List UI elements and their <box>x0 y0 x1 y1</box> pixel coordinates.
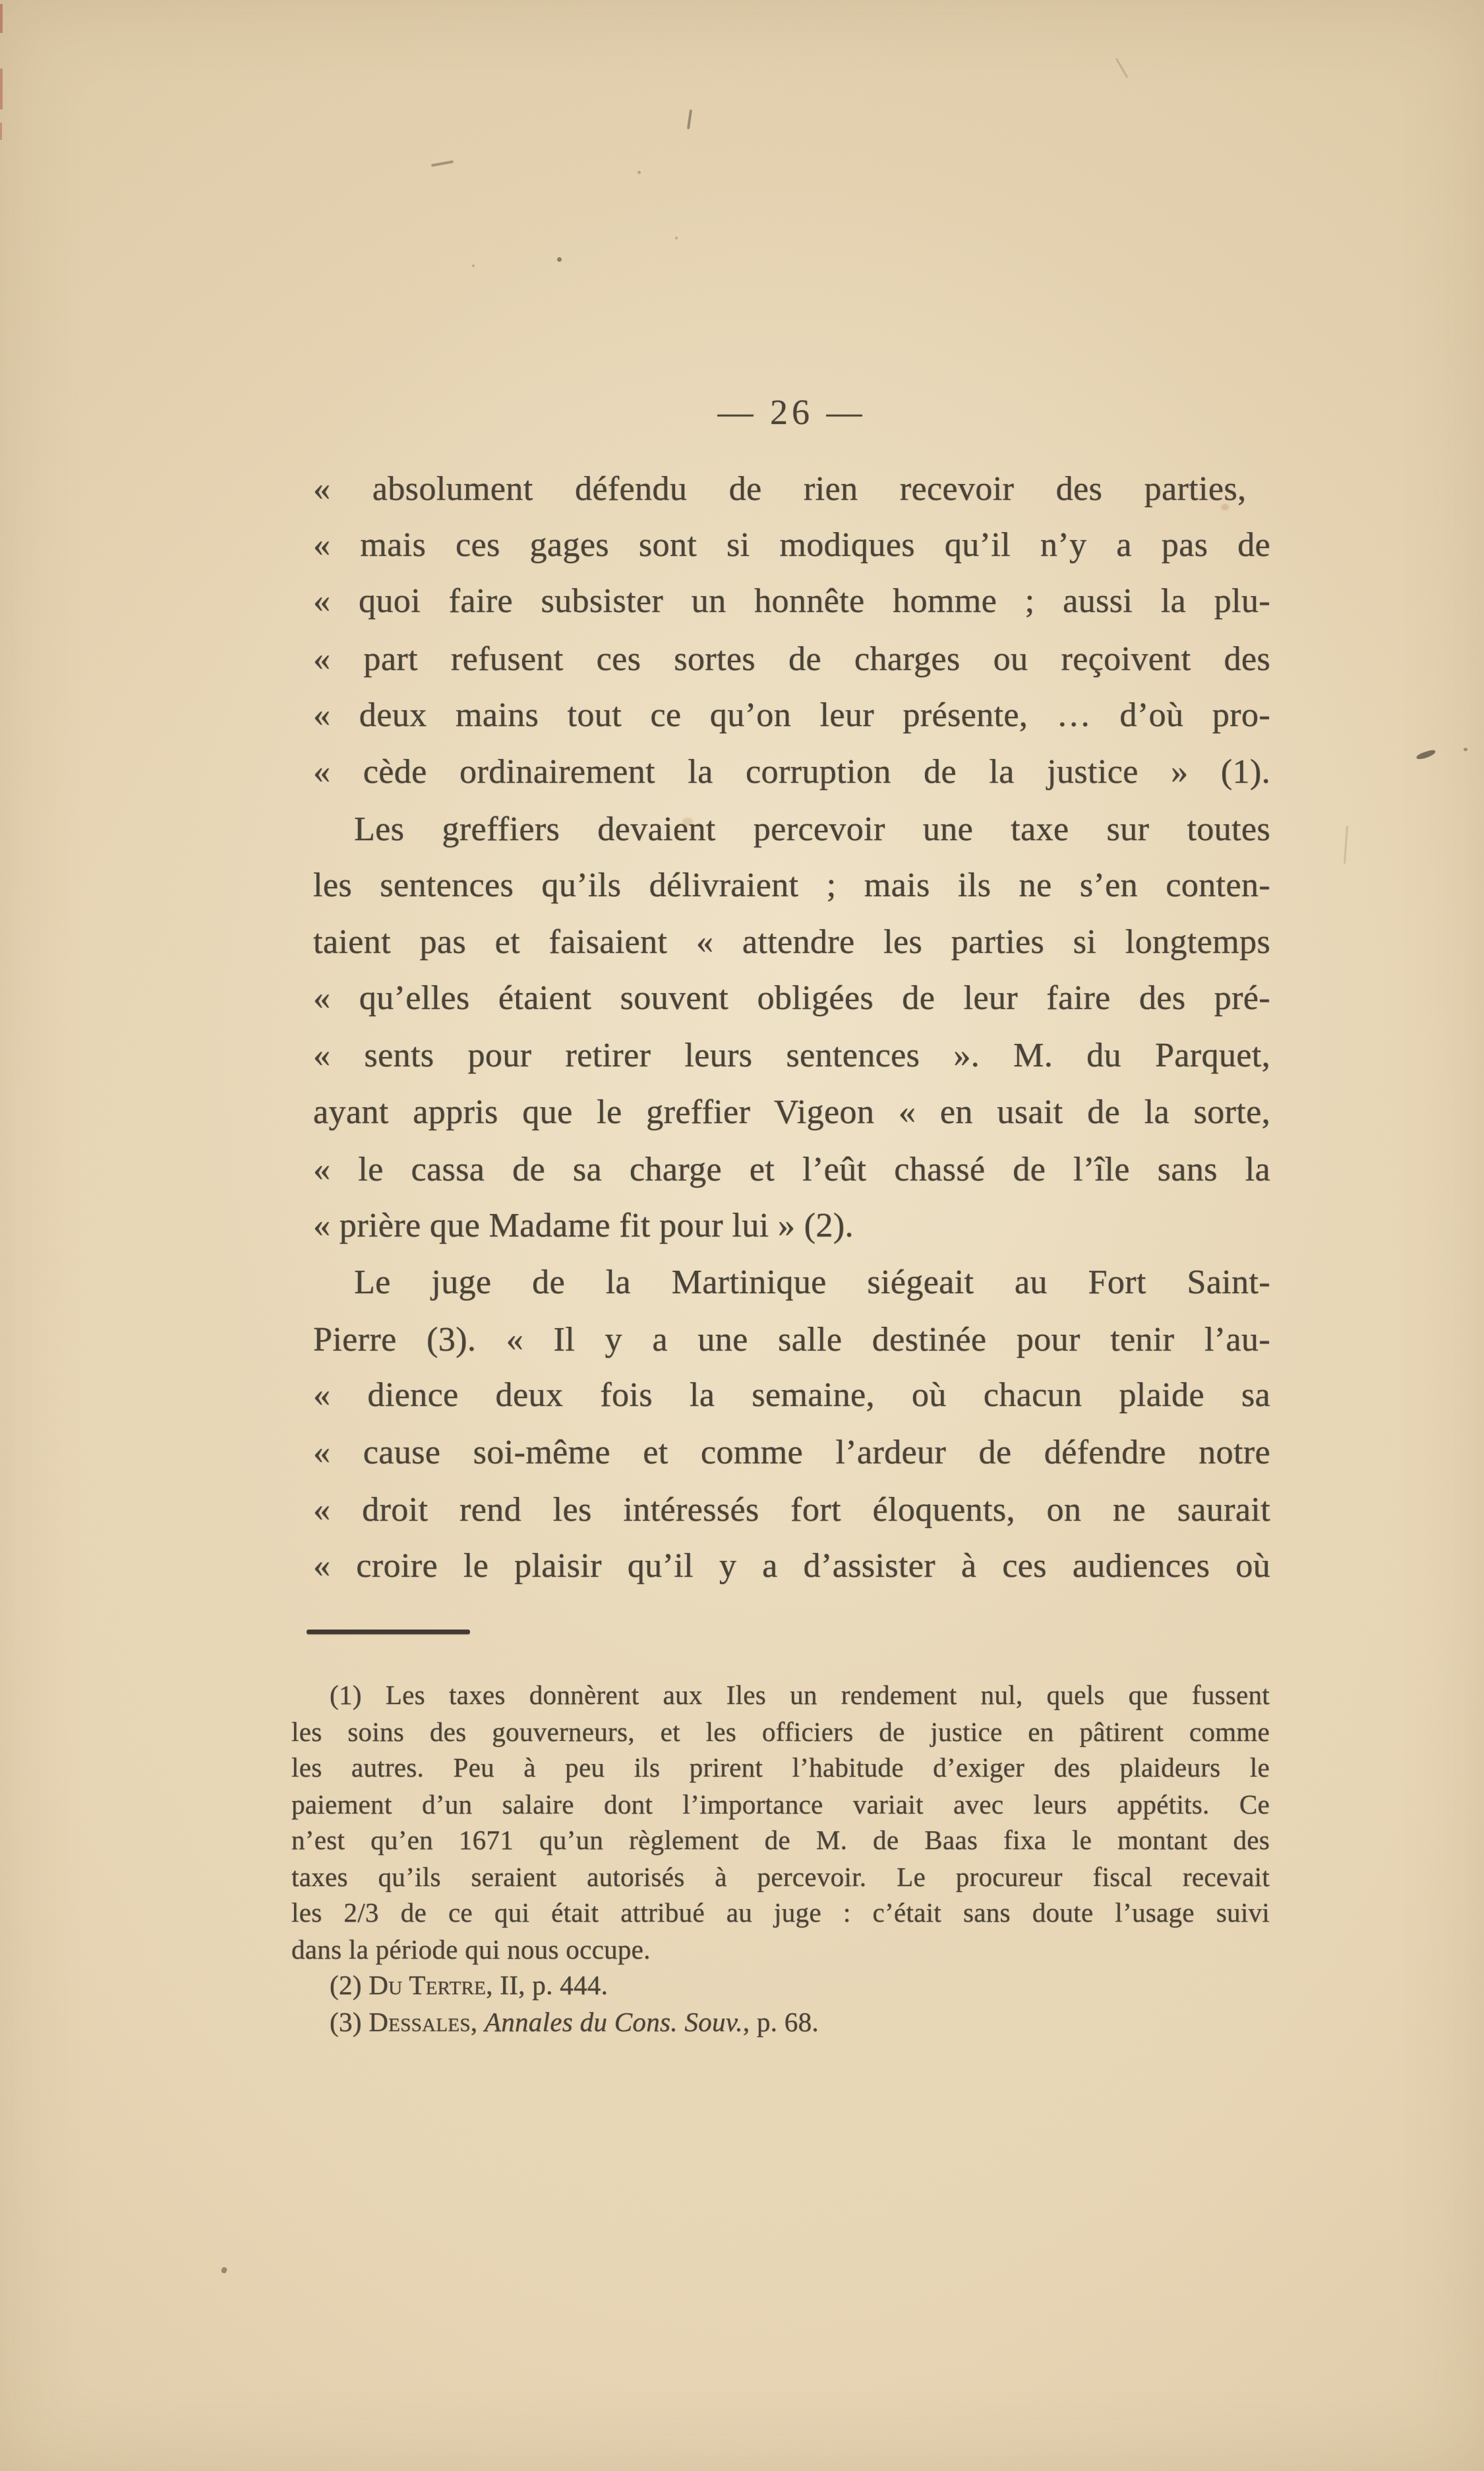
body-line: taient pas et faisaient « attendre les parties si longtemps <box>313 923 1270 961</box>
footnote-line: dans la période qui nous occupe. <box>291 1934 651 1965</box>
footnote-line: les soins des gouverneurs, et les officiers de justice en pâtirent comme <box>291 1716 1270 1747</box>
body-line: ayant appris que le greffier Vigeon « en usait de la sorte, <box>313 1093 1270 1131</box>
body-line: « deux mains tout ce qu’on leur présente, … d’où pro- <box>313 696 1270 734</box>
body-line: « croire le plaisir qu’il y a d’assister à ces audiences où <box>313 1547 1270 1585</box>
footnote-line: (3) Dessales, Annales du Cons. Souv., p. 68. <box>330 2006 819 2037</box>
body-line: « sents pour retirer leurs sentences ». M. du Parquet, <box>313 1037 1270 1074</box>
body-line: les sentences qu’ils délivraient ; mais ils ne s’en conten- <box>313 867 1270 904</box>
footnote-line: les autres. Peu à peu ils prirent l’habitude d’exiger des plaideurs le <box>291 1752 1270 1783</box>
body-line: « qu’elles étaient souvent obligées de leur faire des pré- <box>313 979 1270 1017</box>
footnote-separator-rule <box>307 1630 470 1634</box>
body-line: « le cassa de sa charge et l’eût chassé de l’île sans la <box>313 1151 1270 1188</box>
body-line: « cause soi-même et comme l’ardeur de défendre notre <box>313 1434 1270 1471</box>
footnote-block <box>291 1677 1270 2040</box>
footnote-line: (1) Les taxes donnèrent aux Iles un rendement nul, quels que fussent <box>330 1680 1270 1710</box>
paper-fiber-mark <box>1344 826 1348 864</box>
margin-ink-mark <box>1415 749 1436 761</box>
body-line: « quoi faire subsister un honnête homme ; aussi la plu- <box>313 582 1270 620</box>
footnote-line: (2) Du Tertre, II, p. 444. <box>330 1970 608 2000</box>
paper-speck <box>221 2267 228 2274</box>
paper-speck <box>675 237 678 239</box>
footnote-line: taxes qu’ils seraient autorisés à percevoir. Le procureur fiscal recevait <box>291 1861 1270 1892</box>
body-line: « cède ordinairement la corruption de la justice » (1). <box>313 753 1270 791</box>
paper-speck <box>472 264 475 267</box>
body-line: Pierre (3). « Il y a une salle destinée pour tenir l’au- <box>313 1321 1270 1358</box>
body-text <box>313 460 1270 1595</box>
page-edge-mark <box>0 69 3 109</box>
page-edge-mark <box>0 123 2 140</box>
paper-speck <box>557 257 562 262</box>
body-line: Les greffiers devaient percevoir une taxe sur toutes <box>354 810 1270 848</box>
footnote-line: paiement d’un salaire dont l’importance variait avec leurs appétits. Ce <box>291 1788 1270 1819</box>
page-number: — 26 — <box>717 392 866 432</box>
paper-fiber-mark <box>687 109 692 129</box>
page-edge-mark <box>0 4 3 33</box>
paper-speck <box>638 171 641 174</box>
body-line: Le juge de la Martinique siégeait au Fort Saint- <box>354 1264 1270 1301</box>
body-line: « part refusent ces sortes de charges ou reçoivent des <box>313 640 1270 678</box>
body-line: « droit rend les intéressés fort éloquents, on ne saurait <box>313 1491 1270 1529</box>
footnote-line: n’est qu’en 1671 qu’un règlement de M. de Baas fixa le montant des <box>291 1825 1270 1855</box>
paper-speck <box>1464 748 1468 751</box>
paper-fiber-mark <box>1115 58 1129 78</box>
footnote-line: les 2/3 de ce qui était attribué au juge : c’était sans doute l’usage suivi <box>291 1897 1270 1928</box>
body-line: « mais ces gages sont si modiques qu’il n’y a pas de <box>313 526 1270 564</box>
body-line: « prière que Madame fit pour lui » (2). <box>313 1207 854 1244</box>
body-line: « absolument défendu de rien recevoir des parties, <box>313 470 1247 508</box>
paper-dash-mark <box>431 160 454 167</box>
body-line: « dience deux fois la semaine, où chacun plaide sa <box>313 1376 1270 1414</box>
